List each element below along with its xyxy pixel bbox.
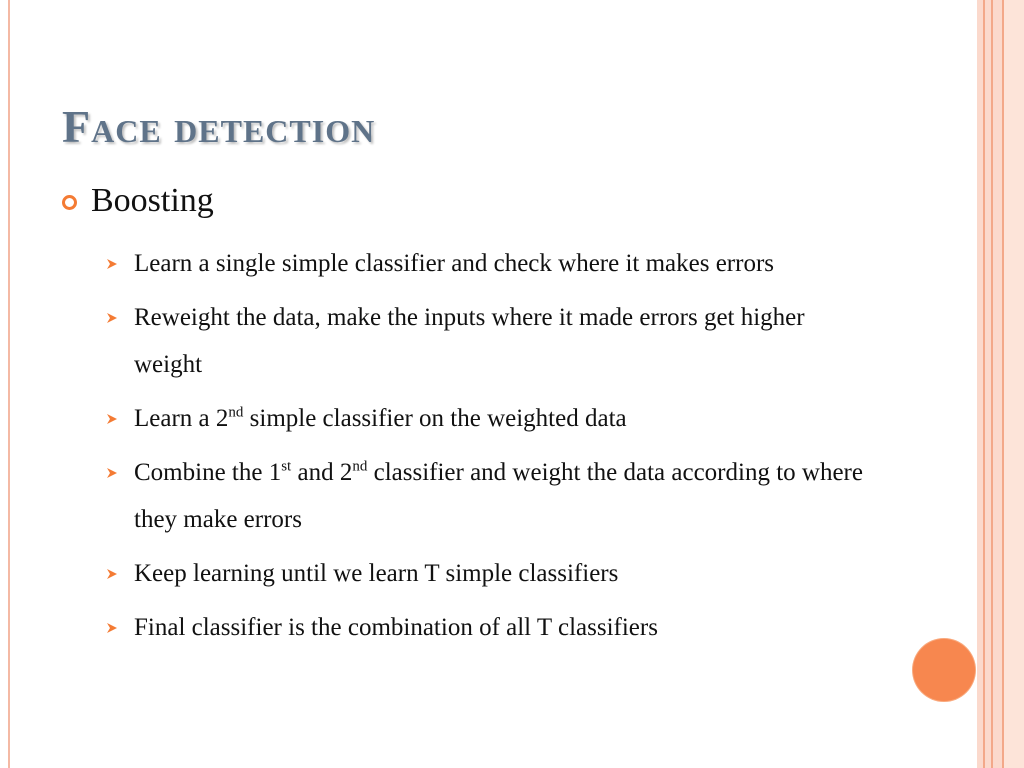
sub-bullet-item — [106, 240, 866, 287]
sub-bullet-list — [106, 240, 866, 658]
sub-bullet-text: Final classifier is the combination of all T classifiers — [134, 614, 658, 641]
bullet-level1 — [62, 182, 214, 220]
sub-bullet-text-part: Learn a 2 — [134, 405, 229, 432]
left-border-line — [8, 0, 10, 768]
arrow-bullet-icon — [106, 449, 122, 496]
sub-bullet-text-part: classifier and weight the data according to where they make errors — [134, 459, 863, 533]
decorative-dot — [913, 639, 975, 701]
superscript: nd — [352, 458, 368, 475]
arrow-bullet-icon — [106, 604, 122, 651]
sub-bullet-text: Learn a single simple classifier and check where it makes errors — [134, 250, 775, 277]
sub-bullet-item — [106, 550, 866, 597]
superscript: st — [281, 458, 292, 475]
ring-bullet-icon — [62, 195, 77, 210]
arrow-bullet-icon — [106, 395, 122, 442]
sub-bullet-item — [106, 294, 866, 388]
decorative-stripe — [1004, 0, 1024, 768]
arrow-bullet-icon — [106, 550, 122, 597]
arrow-bullet-icon — [106, 294, 122, 341]
sub-bullet-text: Reweight the data, make the inputs where it made errors get higher weight — [134, 304, 805, 378]
superscript: nd — [228, 404, 244, 421]
slide-title: Face detection — [62, 101, 376, 152]
sub-bullet-text: Keep learning until we learn T simple classifiers — [134, 560, 619, 587]
sub-bullet-item — [106, 449, 866, 543]
decorative-stripe — [993, 0, 1002, 768]
sub-bullet-item — [106, 604, 866, 651]
sub-bullet-item — [106, 395, 866, 442]
arrow-bullet-icon — [106, 240, 122, 287]
sub-bullet-text-part: and 2 — [291, 459, 353, 486]
sub-bullet-text-part: Combine the 1 — [134, 459, 282, 486]
bullet-level1-text: Boosting — [91, 182, 214, 219]
sub-bullet-text-part: simple classifier on the weighted data — [243, 405, 627, 432]
